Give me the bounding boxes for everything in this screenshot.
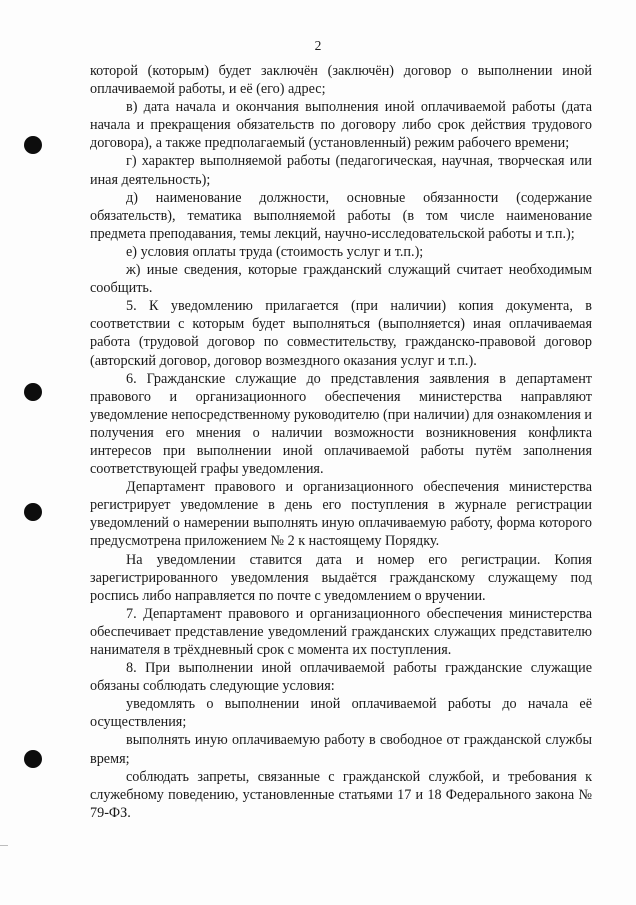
- scan-artifact: [0, 845, 8, 846]
- paragraph: в) дата начала и окончания выполнения иной оплачиваемой работы (дата начала и прекращения обязательств по договору либо срок действия трудового договора), а также предполагаемый (установленный) режим рабочего времени;: [90, 99, 592, 152]
- paragraph: 6. Гражданские служащие до представления заявления в департамент правового и организационного обеспечения министерства направляют уведомление непосредственному руководителю (при наличии) для ознакомления и получения его мнения о наличии возможности возникновения конфликта интересов при выполнении иной оплачиваемой работы путём заполнения соответствующей графы уведомления.: [90, 370, 593, 478]
- paragraph: 7. Департамент правового и организационного обеспечения министерства обеспечивает представление уведомлений гражданских служащих представителю нанимателя в трёхдневный срок с момента их поступления.: [90, 605, 592, 658]
- binder-hole-4: [24, 750, 42, 768]
- paragraph: ж) иные сведения, которые гражданский служащий считает необходимым сообщить.: [90, 262, 592, 297]
- paragraph: которой (которым) будет заключён (заключён) договор о выполнении иной оплачиваемой работы, и её (его) адрес;: [90, 63, 592, 98]
- paragraph: уведомлять о выполнении иной оплачиваемой работы до начала её осуществления;: [90, 696, 592, 731]
- binder-hole-1: [24, 136, 42, 154]
- page-number: 2: [314, 38, 322, 53]
- binder-hole-3: [24, 503, 42, 521]
- document-body: [90, 62, 592, 822]
- paragraph: е) условия оплаты труда (стоимость услуг и т.п.);: [126, 243, 424, 260]
- paragraph: соблюдать запреты, связанные с гражданской службой, и требования к служебному поведению, установленные статьями 17 и 18 Федерального закона № 79-ФЗ.: [90, 768, 592, 821]
- paragraph: 5. К уведомлению прилагается (при наличии) копия документа, в соответствии с которым будет выполняться (выполняется) иная оплачиваемая работа (трудовой договор по совместительству, гражданско-правовой договор (авторский договор, договор возмездного оказания услуг и т.п.).: [90, 298, 592, 369]
- paragraph: Департамент правового и организационного обеспечения министерства регистрирует уведомление в день его поступления в журнале регистрации уведомлений о намерении выполнять иную оплачиваемую работу, форма которого предусмотрена приложением № 2 к настоящему Порядку.: [90, 479, 592, 550]
- paragraph: г) характер выполняемой работы (педагогическая, научная, творческая или иная деятельность);: [90, 153, 592, 188]
- paragraph: д) наименование должности, основные обязанности (содержание обязательств), тематика выполняемой работы (в том числе наименование предмета преподавания, темы лекций, научно-исследовательской работы и т.п.);: [90, 189, 592, 242]
- paragraph: На уведомлении ставится дата и номер его регистрации. Копия зарегистрированного уведомления выдаётся гражданскому служащему под роспись либо направляется по почте с уведомлением о вручении.: [90, 551, 592, 604]
- binder-hole-2: [24, 383, 42, 401]
- paragraph: выполнять иную оплачиваемую работу в свободное от гражданской службы время;: [90, 732, 592, 767]
- paragraph: 8. При выполнении иной оплачиваемой работы гражданские служащие обязаны соблюдать следующие условия:: [90, 660, 592, 695]
